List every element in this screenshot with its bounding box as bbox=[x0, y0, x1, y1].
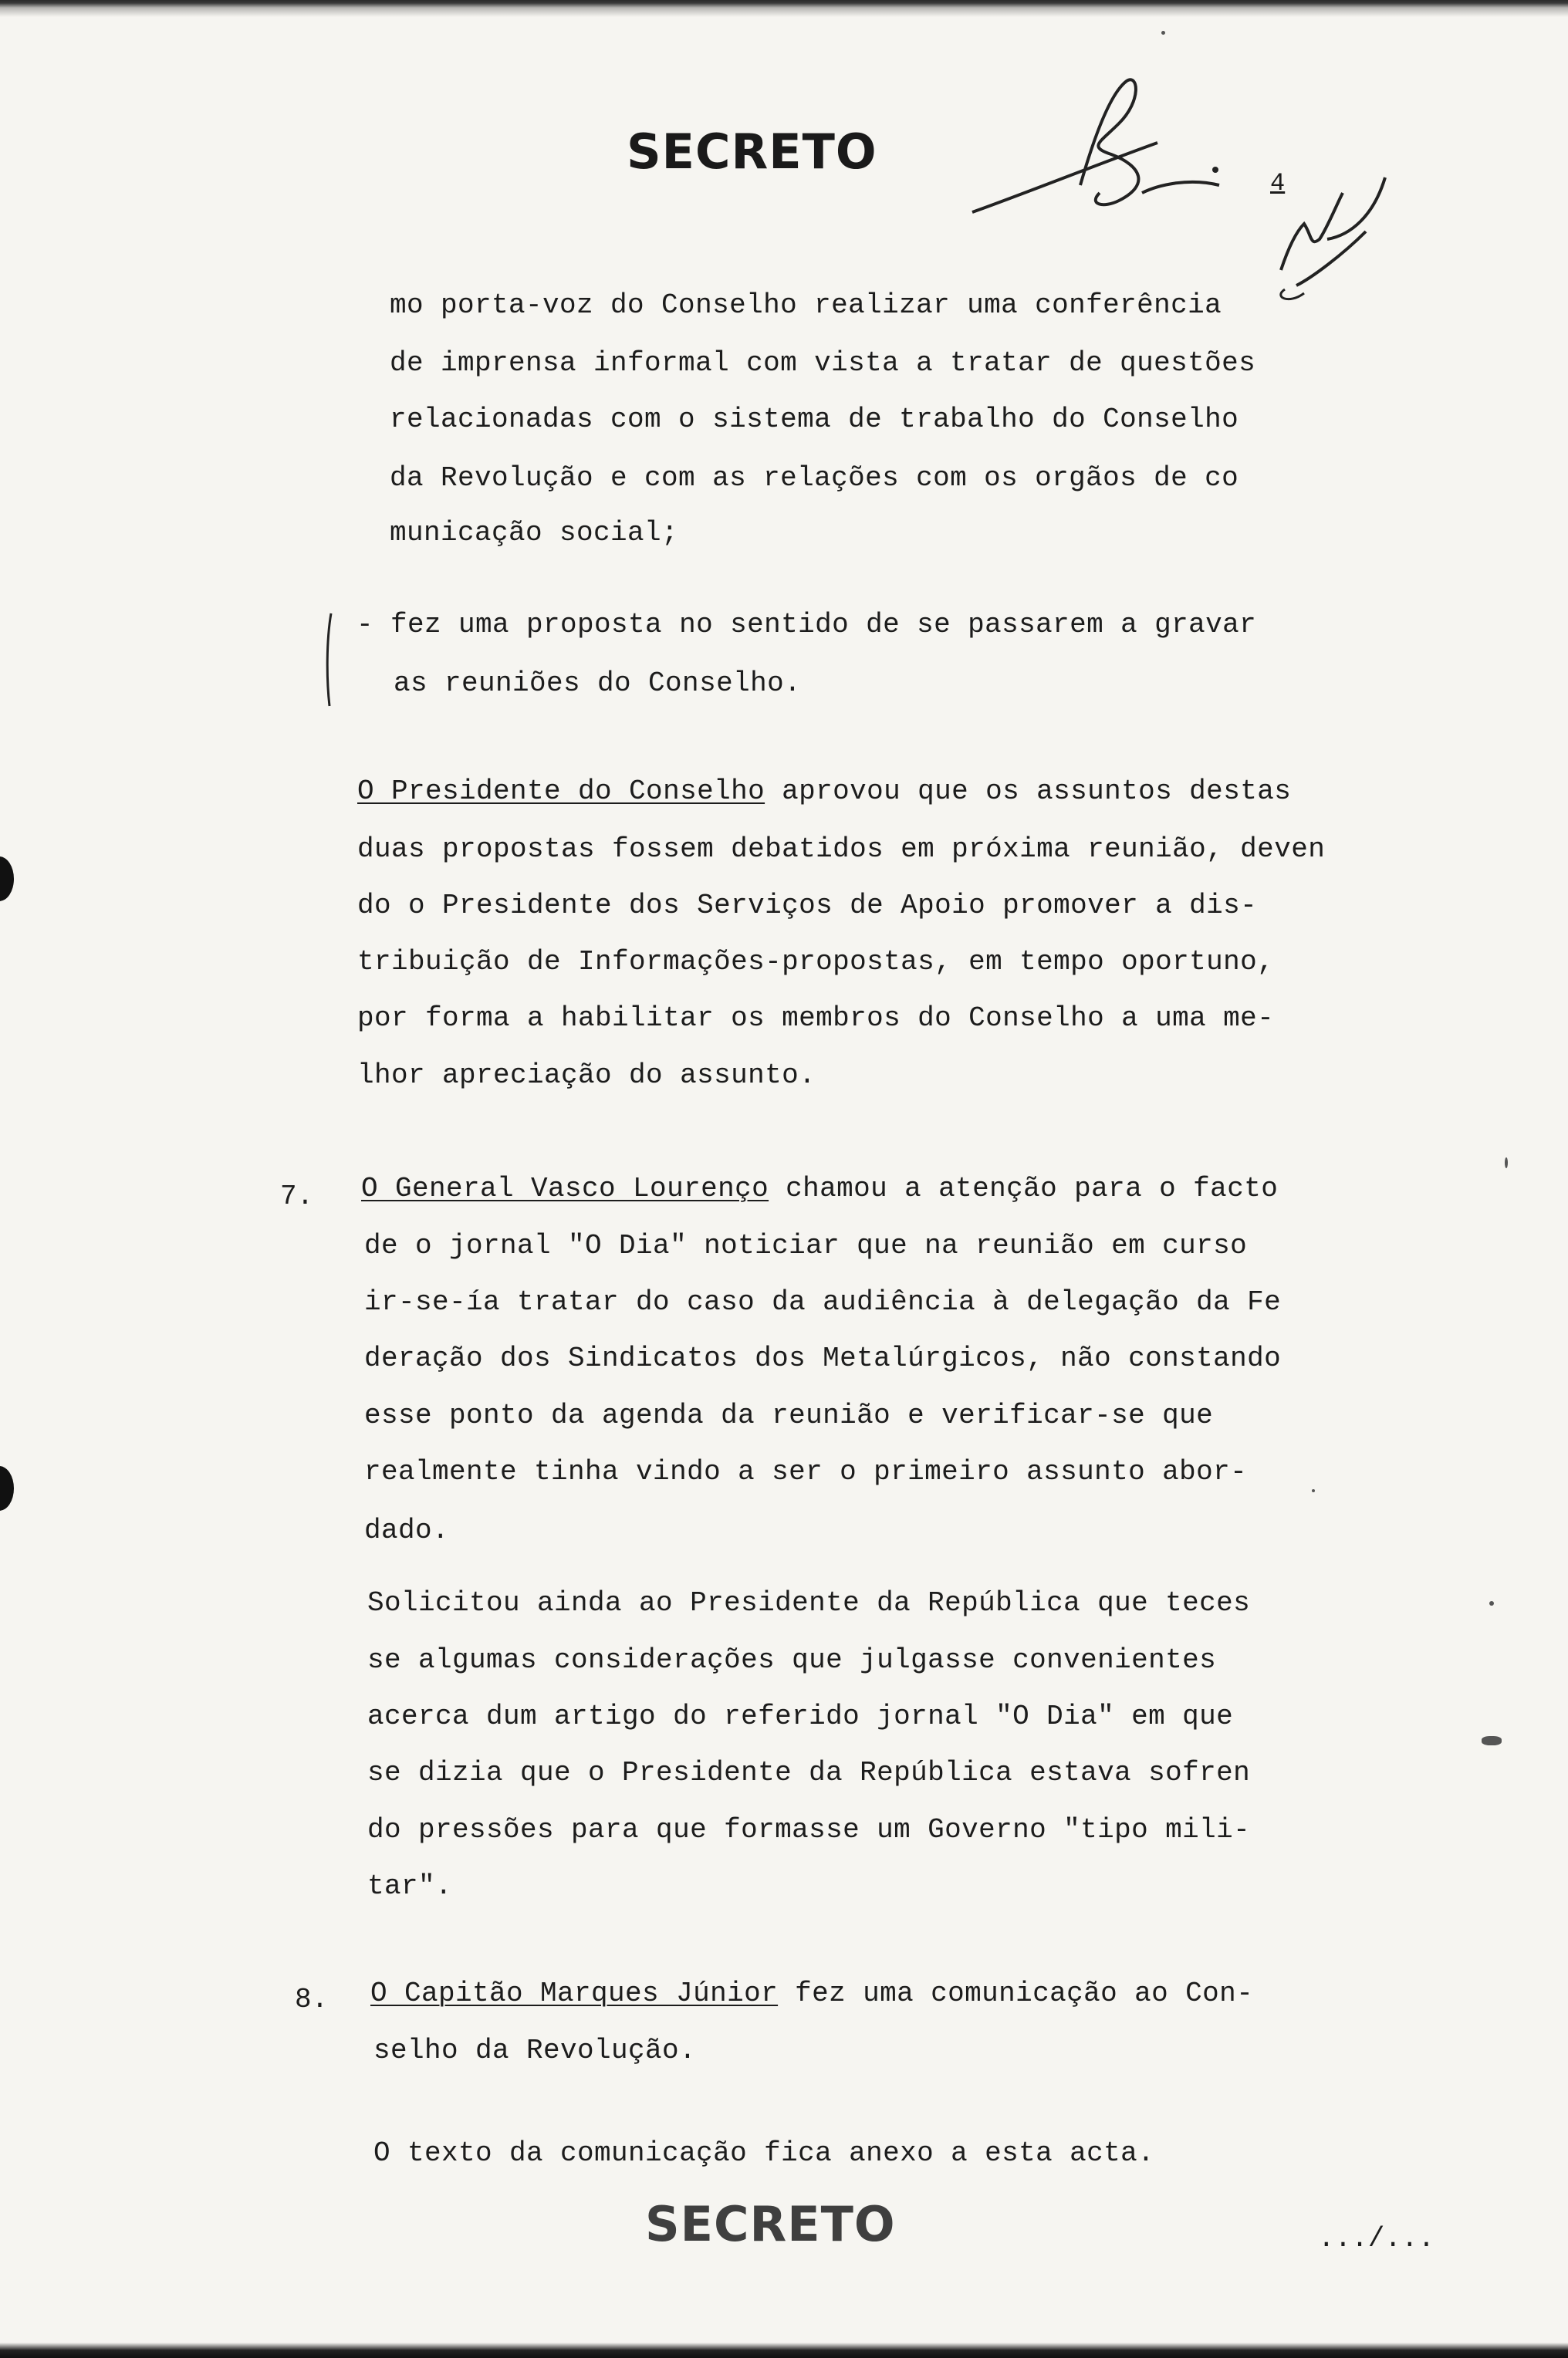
scan-speck bbox=[1505, 1157, 1508, 1168]
text-line: dado. bbox=[364, 1515, 450, 1546]
scan-speck bbox=[1312, 1489, 1315, 1492]
scan-edge-top bbox=[0, 0, 1568, 17]
text-line: as reuniões do Conselho. bbox=[394, 667, 802, 699]
text-line: relacionadas com o sistema de trabalho do Conselho bbox=[390, 404, 1239, 435]
text-line: se algumas considerações que julgasse convenientes bbox=[367, 1644, 1217, 1676]
text-line: de imprensa informal com vista a tratar de questões bbox=[390, 347, 1256, 379]
text-line: tar". bbox=[367, 1870, 453, 1902]
item-number: 7. bbox=[280, 1181, 314, 1212]
text-line: municação social; bbox=[390, 517, 679, 549]
speaker-name: O Presidente do Conselho bbox=[357, 775, 765, 807]
text-line: esse ponto da agenda da reunião e verificar-se que bbox=[364, 1400, 1214, 1431]
text-line: Solicitou ainda ao Presidente da República que teces bbox=[367, 1587, 1251, 1619]
text-line: tribuição de Informações-propostas, em tempo oportuno, bbox=[357, 946, 1275, 978]
text-line: O texto da comunicação fica anexo a esta acta. bbox=[373, 2137, 1155, 2169]
text-line: duas propostas fossem debatidos em próxima reunião, deven bbox=[357, 833, 1326, 865]
speaker-name: O General Vasco Lourenço bbox=[361, 1173, 769, 1204]
text-line: deração dos Sindicatos dos Metalúrgicos, não constando bbox=[364, 1343, 1282, 1374]
text-line: lhor apreciação do assunto. bbox=[357, 1059, 816, 1091]
text-line: da Revolução e com as relações com os orgãos de co bbox=[390, 462, 1239, 494]
scan-speck bbox=[1482, 1736, 1502, 1745]
page-number: 4 bbox=[1270, 169, 1286, 198]
text-line: se dizia que o Presidente da República estava sofren bbox=[367, 1757, 1251, 1789]
text-line: acerca dum artigo do referido jornal "O Dia" em que bbox=[367, 1701, 1234, 1732]
text-span: chamou a atenção para o facto bbox=[769, 1173, 1279, 1204]
text-line: por forma a habilitar os membros do Conselho a uma me- bbox=[357, 1002, 1275, 1034]
text-span: aprovou que os assuntos destas bbox=[765, 775, 1292, 807]
text-line: do o Presidente dos Serviços de Apoio promover a dis- bbox=[357, 890, 1258, 921]
text-line: selho da Revolução. bbox=[373, 2035, 697, 2066]
text-line: ir-se-ía tratar do caso da audiência à delegação da Fe bbox=[364, 1286, 1282, 1318]
text-line bbox=[361, 1174, 1278, 1204]
text-line: realmente tinha vindo a ser o primeiro assunto abor- bbox=[364, 1456, 1248, 1488]
continuation-mark: .../... bbox=[1318, 2223, 1435, 2255]
punch-hole-upper bbox=[0, 856, 14, 901]
text-line bbox=[357, 776, 1291, 807]
punch-hole-lower bbox=[0, 1466, 14, 1511]
margin-bracket bbox=[320, 610, 336, 710]
text-line bbox=[370, 1978, 1253, 2009]
scan-edge-bottom bbox=[0, 2343, 1568, 2358]
text-span: fez uma comunicação ao Con- bbox=[778, 1978, 1254, 2009]
item-number: 8. bbox=[295, 1984, 329, 2015]
text-line: - fez uma proposta no sentido de se passarem a gravar bbox=[357, 609, 1257, 640]
secret-stamp-bottom: SECRETO bbox=[645, 2196, 896, 2252]
secret-stamp-top: SECRETO bbox=[627, 123, 877, 180]
initials-mark bbox=[1250, 162, 1389, 309]
speaker-name: O Capitão Marques Júnior bbox=[370, 1978, 779, 2009]
signature-mark bbox=[965, 69, 1258, 224]
text-line: do pressões para que formasse um Governo "tipo mili- bbox=[367, 1814, 1251, 1846]
scan-speck bbox=[1161, 31, 1165, 35]
text-line: de o jornal "O Dia" noticiar que na reunião em curso bbox=[364, 1230, 1248, 1262]
scan-speck bbox=[1489, 1601, 1494, 1606]
text-line: mo porta-voz do Conselho realizar uma conferência bbox=[390, 289, 1222, 321]
